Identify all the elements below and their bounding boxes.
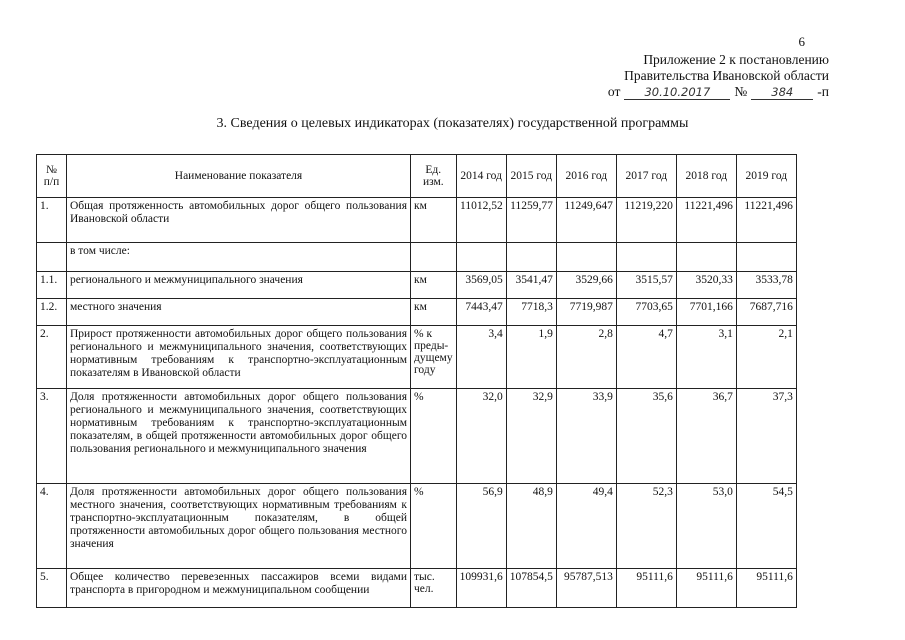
row-number: 5.: [37, 569, 67, 608]
value-2019: 7687,716: [736, 299, 796, 326]
value-2019: 37,3: [736, 389, 796, 484]
row-number: [37, 243, 67, 272]
indicator-name: Доля протяженности автомобильных дорог общего пользования регионального и межмуниципального значения, соответствующих нормативным требованиям к транспортно-эксплуатационным показателям, в общей протяженности автомобильных дорог общего пользования регионального и межмуниципального значения: [67, 389, 411, 484]
header-2016: 2016 год: [556, 155, 616, 198]
table-header-row: [37, 155, 797, 198]
table-row: [37, 198, 797, 243]
value-2018: 36,7: [676, 389, 736, 484]
value-2017: 95111,6: [616, 569, 676, 608]
value-2017: 35,6: [616, 389, 676, 484]
value-2016: 2,8: [556, 326, 616, 389]
value-2015: 1,9: [506, 326, 556, 389]
indicator-name: Прирост протяженности автомобильных дорог общего пользования регионального и межмуниципального значения, соответствующих нормативным требованиям к транспортно-эксплуатационным показателям в Ивановской области: [67, 326, 411, 389]
indicator-name: Общая протяженность автомобильных дорог общего пользования Ивановской области: [67, 198, 411, 243]
header-line-3: [608, 84, 829, 100]
header-line-1: Приложение 2 к постановлению: [643, 52, 829, 67]
indicator-name: Доля протяженности автомобильных дорог общего пользования местного значения, соответствующих нормативным требованиям к транспортно-эксплуатационным показателям, в общей протяженности автомобильных дорог общего пользования местного значения: [67, 484, 411, 569]
value-2016: 95787,513: [556, 569, 616, 608]
value-2019: 54,5: [736, 484, 796, 569]
unit-cell: %: [411, 484, 457, 569]
value-2018: [676, 243, 736, 272]
document-header: [608, 52, 829, 100]
value-2015: 11259,77: [506, 198, 556, 243]
value-2015: 48,9: [506, 484, 556, 569]
value-2018: 7701,166: [676, 299, 736, 326]
value-2016: 11249,647: [556, 198, 616, 243]
value-2016: [556, 243, 616, 272]
value-2014: 7443,47: [456, 299, 506, 326]
value-2018: 95111,6: [676, 569, 736, 608]
header-2019: 2019 год: [736, 155, 796, 198]
value-2014: 3569,05: [456, 272, 506, 299]
from-label: от: [607, 84, 621, 99]
value-2017: 3515,57: [616, 272, 676, 299]
row-number: 1.: [37, 198, 67, 243]
handwritten-number: 384: [751, 86, 813, 100]
value-2018: 3520,33: [676, 272, 736, 299]
unit-cell: % к преды-дущему году: [411, 326, 457, 389]
value-2019: 11221,496: [736, 198, 796, 243]
header-2014: 2014 год: [456, 155, 506, 198]
value-2018: 3,1: [676, 326, 736, 389]
page-number: 6: [798, 34, 805, 49]
row-number: 3.: [37, 389, 67, 484]
table-row: [37, 569, 797, 608]
value-2016: 49,4: [556, 484, 616, 569]
value-2018: 11221,496: [676, 198, 736, 243]
unit-cell: [411, 243, 457, 272]
row-number: 2.: [37, 326, 67, 389]
value-2015: 107854,5: [506, 569, 556, 608]
row-number: 4.: [37, 484, 67, 569]
table-row: [37, 243, 797, 272]
value-2015: 7718,3: [506, 299, 556, 326]
handwritten-date: 30.10.2017: [624, 86, 730, 100]
header-2015: 2015 год: [506, 155, 556, 198]
unit-cell: тыс. чел.: [411, 569, 457, 608]
unit-cell: км: [411, 272, 457, 299]
header-no: № п/п: [37, 155, 67, 198]
value-2016: 7719,987: [556, 299, 616, 326]
value-2014: 56,9: [456, 484, 506, 569]
value-2014: 3,4: [456, 326, 506, 389]
unit-cell: км: [411, 198, 457, 243]
header-line-2: Правительства Ивановской области: [624, 68, 829, 83]
indicator-name: Общее количество перевезенных пассажиров всеми видами транспорта в пригородном и межмуниципальном сообщении: [67, 569, 411, 608]
table-row: [37, 272, 797, 299]
value-2017: [616, 243, 676, 272]
value-2018: 53,0: [676, 484, 736, 569]
table-row: [37, 389, 797, 484]
row-number: 1.1.: [37, 272, 67, 299]
value-2014: 11012,52: [456, 198, 506, 243]
number-label: №: [734, 84, 748, 99]
value-2016: 33,9: [556, 389, 616, 484]
header-2017: 2017 год: [616, 155, 676, 198]
value-2017: 11219,220: [616, 198, 676, 243]
value-2015: 3541,47: [506, 272, 556, 299]
section-title: 3. Сведения о целевых индикаторах (показателях) государственной программы: [216, 116, 689, 131]
value-2015: [506, 243, 556, 272]
number-suffix: -п: [817, 84, 829, 99]
unit-cell: %: [411, 389, 457, 484]
header-2018: 2018 год: [676, 155, 736, 198]
indicator-name: регионального и межмуниципального значения: [67, 272, 411, 299]
unit-cell: км: [411, 299, 457, 326]
value-2015: 32,9: [506, 389, 556, 484]
value-2017: 7703,65: [616, 299, 676, 326]
value-2014: 109931,6: [456, 569, 506, 608]
indicator-name: местного значения: [67, 299, 411, 326]
value-2019: 2,1: [736, 326, 796, 389]
indicators-table: [36, 154, 797, 608]
value-2014: 32,0: [456, 389, 506, 484]
value-2017: 52,3: [616, 484, 676, 569]
header-unit: Ед. изм.: [411, 155, 457, 198]
table-row: [37, 299, 797, 326]
value-2017: 4,7: [616, 326, 676, 389]
table-row: [37, 326, 797, 389]
value-2014: [456, 243, 506, 272]
value-2019: 95111,6: [736, 569, 796, 608]
value-2019: 3533,78: [736, 272, 796, 299]
header-name: Наименование показателя: [67, 155, 411, 198]
value-2016: 3529,66: [556, 272, 616, 299]
value-2019: [736, 243, 796, 272]
table-row: [37, 484, 797, 569]
indicator-name: в том числе:: [67, 243, 411, 272]
row-number: 1.2.: [37, 299, 67, 326]
